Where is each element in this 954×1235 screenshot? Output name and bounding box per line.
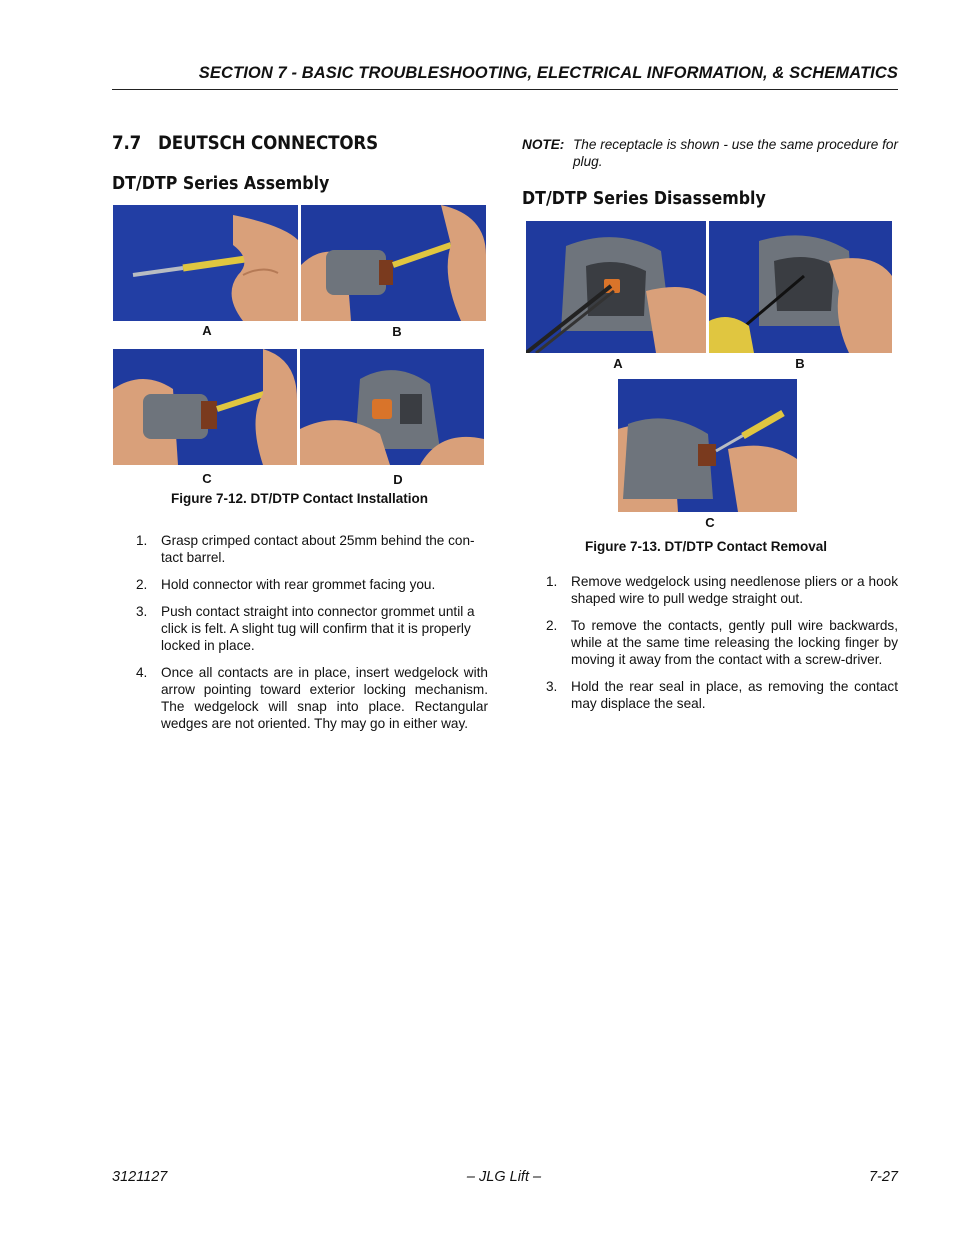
footer-brand: – JLG Lift – (466, 1169, 542, 1185)
running-header: SECTION 7 - BASIC TROUBLESHOOTING, ELECTRICAL INFORMATION, & SCHEMATICS (198, 64, 898, 82)
photo-disassembly-b (709, 221, 892, 353)
photo-label-c: C (705, 515, 715, 530)
photo-label-b: B (795, 356, 805, 371)
photo-assembly-c (113, 349, 297, 465)
photo-disassembly-c (618, 379, 797, 512)
photo-disassembly-a (526, 221, 706, 353)
list-item: 2. To remove the contacts, gently pull wire backwards, while at the same time releasing the locking finger by moving it away from the contact with a screw-driver. (546, 618, 898, 667)
photo-label-a: A (613, 356, 623, 371)
footer-doc-number: 3121127 (112, 1169, 168, 1185)
list-item: 2. Hold connector with rear grommet facing you. (136, 577, 436, 592)
list-item: 1. Grasp crimped contact about 25mm behind the con-tact barrel. (136, 533, 475, 565)
note-text: The receptacle is shown - use the same procedure for plug. (573, 137, 898, 169)
note-label: NOTE: (522, 137, 565, 152)
photo-assembly-d (300, 349, 484, 465)
section-title: DEUTSCH CONNECTORS (158, 132, 378, 154)
section-number: 7.7 (112, 132, 142, 154)
figure-caption-7-13: Figure 7-13. DT/DTP Contact Removal (585, 539, 828, 554)
photo-label-a: A (202, 323, 212, 338)
list-item: 3. Push contact straight into connector grommet until a click is felt. A slight tug will confirm that it is properly locked in place. (136, 604, 475, 653)
header-divider (112, 89, 898, 90)
disassembly-steps (522, 573, 898, 722)
footer-page-number: 7-27 (868, 1169, 898, 1185)
assembly-heading: DT/DTP Series Assembly (112, 173, 330, 194)
assembly-steps (112, 532, 488, 742)
disassembly-heading: DT/DTP Series Disassembly (522, 188, 766, 209)
list-item: 3. Hold the rear seal in place, as removing the contact may displace the seal. (546, 679, 898, 711)
photo-label-c: C (202, 471, 212, 486)
photo-label-d: D (393, 472, 403, 487)
list-item: 1. Remove wedgelock using needlenose pliers or a hook shaped wire to pull wedge straight out. (546, 574, 898, 606)
section-heading (112, 132, 378, 154)
figure-caption-7-12: Figure 7-12. DT/DTP Contact Installation (171, 491, 429, 506)
list-item: 4. Once all contacts are in place, insert wedgelock with arrow pointing toward exterior locking mechanism. The wedgelock will snap into place. Rectangular wedges are not oriented. Thy may go in either way. (136, 665, 488, 731)
photo-assembly-b (301, 205, 486, 321)
photo-label-b: B (392, 324, 402, 339)
photo-assembly-a (113, 205, 298, 321)
note-block (522, 136, 898, 170)
